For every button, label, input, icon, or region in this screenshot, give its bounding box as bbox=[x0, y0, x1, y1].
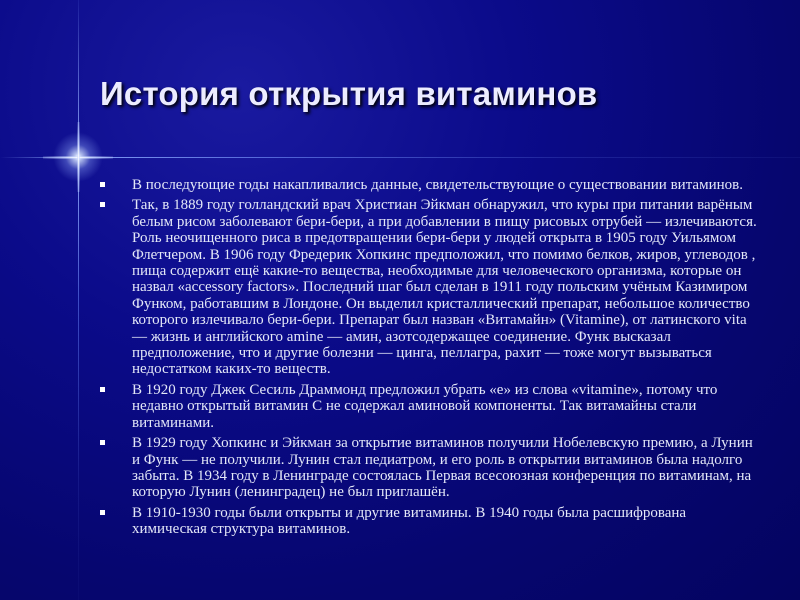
star-flare-ray-vertical bbox=[77, 122, 80, 192]
square-bullet-icon bbox=[100, 440, 105, 445]
list-item bbox=[100, 197, 760, 377]
bullet-list bbox=[100, 177, 760, 542]
bullet-text: В последующие годы накапливались данные, свидетельствующие о существовании витаминов. bbox=[132, 177, 743, 193]
square-bullet-icon bbox=[100, 387, 105, 392]
square-bullet-icon bbox=[100, 202, 105, 207]
decorative-horizontal-line bbox=[0, 157, 800, 158]
bullet-text: В 1920 году Джек Сесиль Драммонд предложил убрать «e» из слова «vitamine», потому что недавно открытый витамин C не содержал аминовой компоненты. Так витамайны стали витаминами. bbox=[132, 381, 718, 431]
bullet-text: В 1910-1930 годы были открыты и другие витамины. В 1940 годы была расшифрована химическая структура витаминов. bbox=[132, 504, 687, 538]
bullet-text: В 1929 году Хопкинс и Эйкман за открытие витаминов получили Нобелевскую премию, а Лунин и Функ — не получили. Лунин стал педиатром, и его роль в открытии витаминов была надолго забыта. В 1934 году в Ленинграде состоялась Первая всесоюзная конференция по витаминам, на которую Лунин (ленинградец) не был приглашён. bbox=[132, 435, 753, 501]
slide-title: История открытия витаминов bbox=[100, 75, 598, 112]
bullet-text: Так, в 1889 году голландский врач Христиан Эйкман обнаружил, что куры при питании варёным белым рисом заболевают бери-бери, а при добавлении в пищу рисовых отрубей — излечиваются. Роль неочищенного риса в предотвращении бери-бери у людей открыта в 1905 году Уильямом Флетчером. В 1906 году Фредерик Хопкинс предположил, что помимо белков, жиров, углеводов , пища содержит ещё какие-то вещества, необходимые для человеческого организма, которые он назвал «accessory factors». Последний шаг был сделан в 1911 году польским учёным Казимиром Функом, работавшим в Лондоне. Он выделил кристаллический препарат, небольшое количество которого излечивало бери-бери. Препарат был назван «Витамайн» (Vitamine), от латинского vita — жизнь и английского amine — амин, азотсодержащее соединение. Функ высказал предположение, что и другие болезни — цинга, пеллагра, рахит — тоже могут вызываться недостатком каких-то веществ. bbox=[132, 197, 757, 378]
list-item bbox=[100, 435, 760, 501]
square-bullet-icon bbox=[100, 182, 105, 187]
square-bullet-icon bbox=[100, 510, 105, 515]
decorative-vertical-line bbox=[78, 0, 79, 600]
list-item bbox=[100, 382, 760, 431]
list-item bbox=[100, 177, 760, 193]
list-item bbox=[100, 505, 760, 538]
